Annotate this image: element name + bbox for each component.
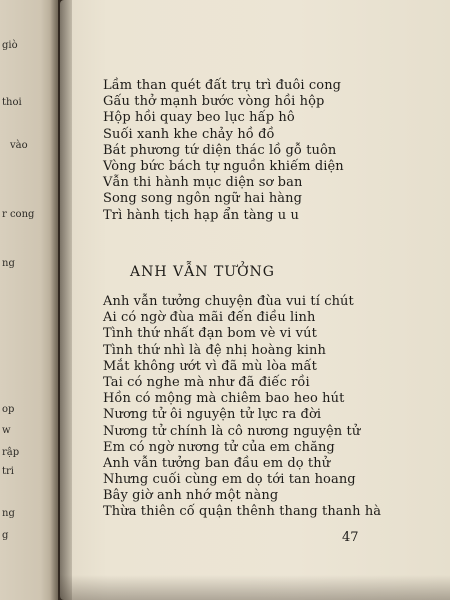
poem-line: Lầm than quét đất trụ trì đuôi cong	[103, 78, 342, 93]
poem-line: Trì hành tịch hạp ẩn tàng u u	[103, 207, 299, 223]
poem-line: Tình thứ nhì là đệ nhị hoàng kinh	[103, 342, 326, 358]
poem-line: Hồn có mộng mà chiêm bao heo hút	[103, 391, 345, 407]
poem-line: Suối xanh khe chảy hồ đồ	[103, 126, 275, 142]
left-page-fragment: g	[2, 530, 9, 541]
left-page-fragment: tri	[2, 466, 14, 477]
poem-line: Vòng bức bách tự nguồn khiếm diện	[103, 158, 344, 174]
poem-line: Bát phương tứ diện thác lồ gỗ tuôn	[103, 142, 337, 158]
poem-stanza-2	[103, 294, 381, 521]
poem-line: Song song ngôn ngữ hai hàng	[103, 191, 303, 207]
poem-line: Thừa thiên cố quận thênh thang thanh hà	[103, 504, 382, 520]
page-shadow	[60, 575, 450, 600]
poem-line: Em có ngờ nương tử của em chăng	[103, 439, 335, 455]
poem-line: Nương tử chính là cô nương nguyện tử	[103, 423, 361, 439]
poem-line: Gấu thở mạnh bước vòng hồi hộp	[103, 94, 325, 110]
left-page-fragment: thoi	[2, 97, 22, 108]
poem-line: Nương tử ôi nguyện tử lực ra đời	[103, 407, 322, 423]
left-page-fragment: vào	[10, 140, 28, 151]
poem-line: Bây giờ anh nhớ một nàng	[103, 488, 279, 504]
left-page-fragment: rập	[2, 447, 20, 458]
page-number: 47	[342, 530, 359, 545]
poem-line: Tai có nghe mà như đã điếc rồi	[103, 374, 310, 390]
left-page-fragment: ng	[2, 258, 15, 269]
poem-line: Anh vẫn tưởng ban đầu em dọ thử	[103, 455, 331, 471]
poem-line: Anh vẫn tưởng chuyện đùa vui tí chút	[103, 294, 354, 309]
poem-line: Vẫn thi hành mục diện sơ ban	[103, 175, 303, 191]
poem-line: Tình thứ nhất đạn bom vè vi vút	[103, 326, 317, 342]
poem-line: Hộp hồi quay beo lục hấp hô	[103, 110, 295, 126]
left-page-fragment: r cong	[2, 209, 35, 220]
poem-line: Ai có ngờ đùa mãi đến điều linh	[103, 310, 316, 326]
left-page-fragment: ng	[2, 508, 15, 519]
left-page-fragment: op	[2, 404, 15, 415]
left-page-fragment: w	[2, 425, 11, 436]
left-page-fragment: giò	[2, 40, 18, 51]
poem-line: Nhưng cuối cùng em dọ tới tan hoang	[103, 472, 356, 488]
book-gutter	[50, 0, 72, 600]
poem-stanza-1	[103, 78, 344, 224]
poem-line: Mắt không ướt vì đã mù lòa mất	[103, 358, 317, 374]
poem-title: ANH VẪN TƯỞNG	[130, 264, 275, 280]
